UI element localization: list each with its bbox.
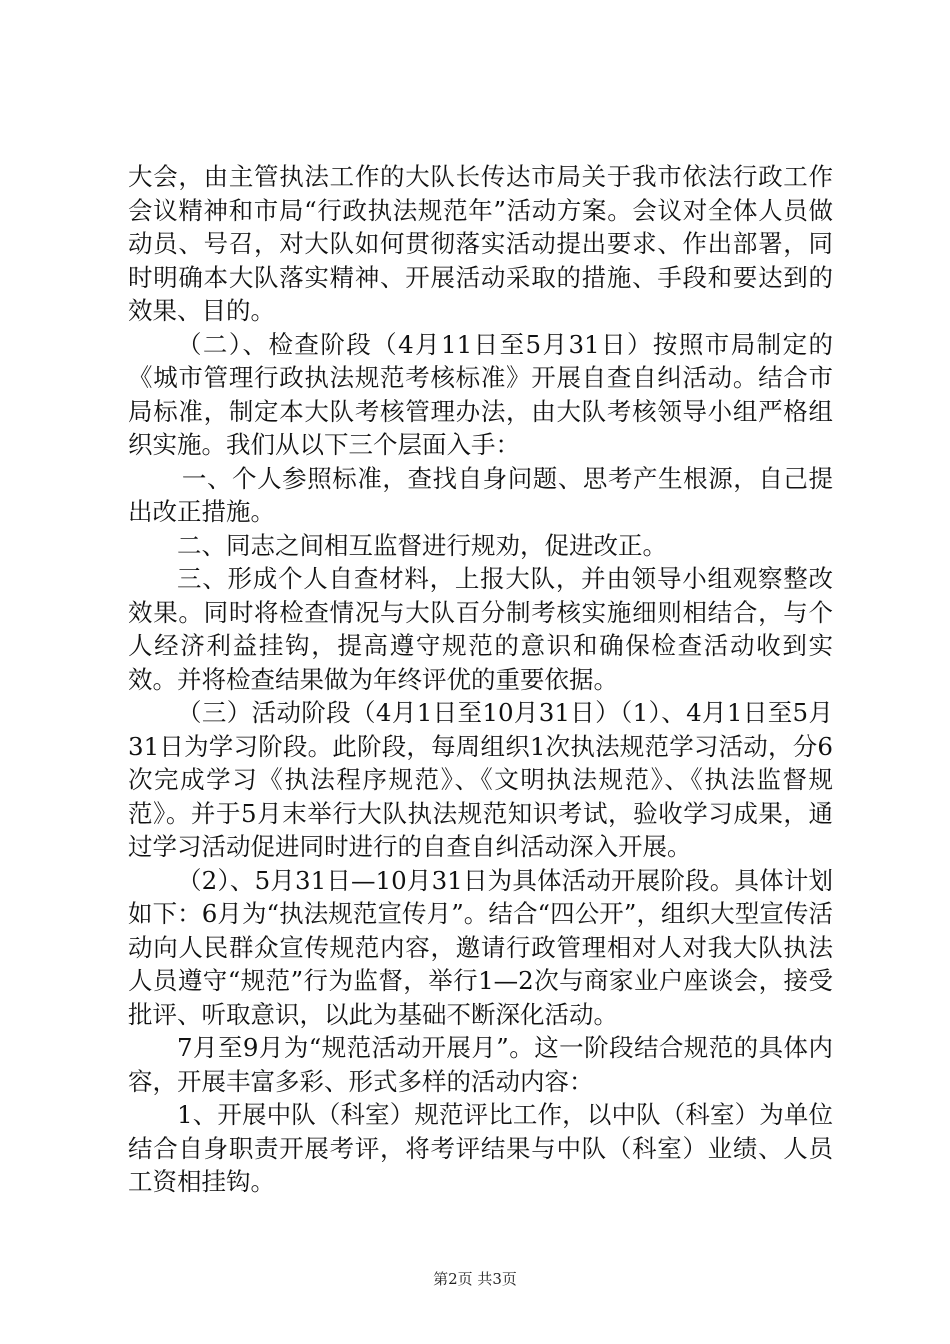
paragraph-inspection-stage: （二）、检查阶段（4月11日至5月31日）按照市局制定的《城市管理行政执法规范考核标准》开展自查自纠活动。结合市局标准，制定本大队考核管理办法，由大队考核领导小组严格组织实施。我们从以下三个层面入手： (128, 329, 833, 459)
paragraph-meeting: 大会，由主管执法工作的大队长传达市局关于我市依法行政工作会议精神和市局“行政执法规范年”活动方案。会议对全体人员做动员、号召，对大队如何贯彻落实活动提出要求、作出部署，同时明确本大队落实精神、开展活动采取的措施、手段和要达到的效果、目的。 (128, 162, 833, 325)
paragraph-specific-activities: （2）、5月31日—10月31日为具体活动开展阶段。具体计划如下：6月为“执法规范宣传月”。结合“四公开”，组织大型宣传活动向人民群众宣传规范内容，邀请行政管理相对人对我大队执法人员遵守“规范”行为监督，举行1—2次与商家业户座谈会，接受批评、听取意识，以此为基础不断深化活动。 (128, 865, 833, 1029)
paragraph-evaluation-work: 1、开展中队（科室）规范评比工作，以中队（科室）为单位结合自身职责开展考评，将考评结果与中队（科室）业绩、人员工资相挂钩。 (128, 1100, 833, 1196)
paragraph-item-one: 一、个人参照标准，查找自身问题、思考产生根源，自己提出改正措施。 (128, 463, 833, 526)
paragraph-item-two: 二、同志之间相互监督进行规劝，促进改正。 (177, 530, 667, 560)
page-number-footer: 第2页 共3页 (433, 1270, 517, 1288)
paragraph-july-september: 7月至9月为“规范活动开展月”。这一阶段结合规范的具体内容，开展丰富多彩、形式多样的活动内容： (128, 1033, 833, 1096)
document-body (128, 160, 833, 1199)
paragraph-activity-stage: （三）活动阶段（4月1日至10月31日）（1）、4月1日至5月31日为学习阶段。此阶段，每周组织1次执法规范学习活动，分6次完成学习《执法程序规范》、《文明执法规范》、《执法监督规范》。并于5月末举行大队执法规范知识考试，验收学习成果，通过学习活动促进同时进行的自查自纠活动深入开展。 (128, 698, 833, 861)
paragraph-item-three: 三、形成个人自查材料，上报大队，并由领导小组观察整改效果。同时将检查情况与大队百分制考核实施细则相结合，与个人经济利益挂钩，提高遵守规范的意识和确保检查活动收到实效。并将检查结果做为年终评优的重要依据。 (128, 564, 833, 694)
